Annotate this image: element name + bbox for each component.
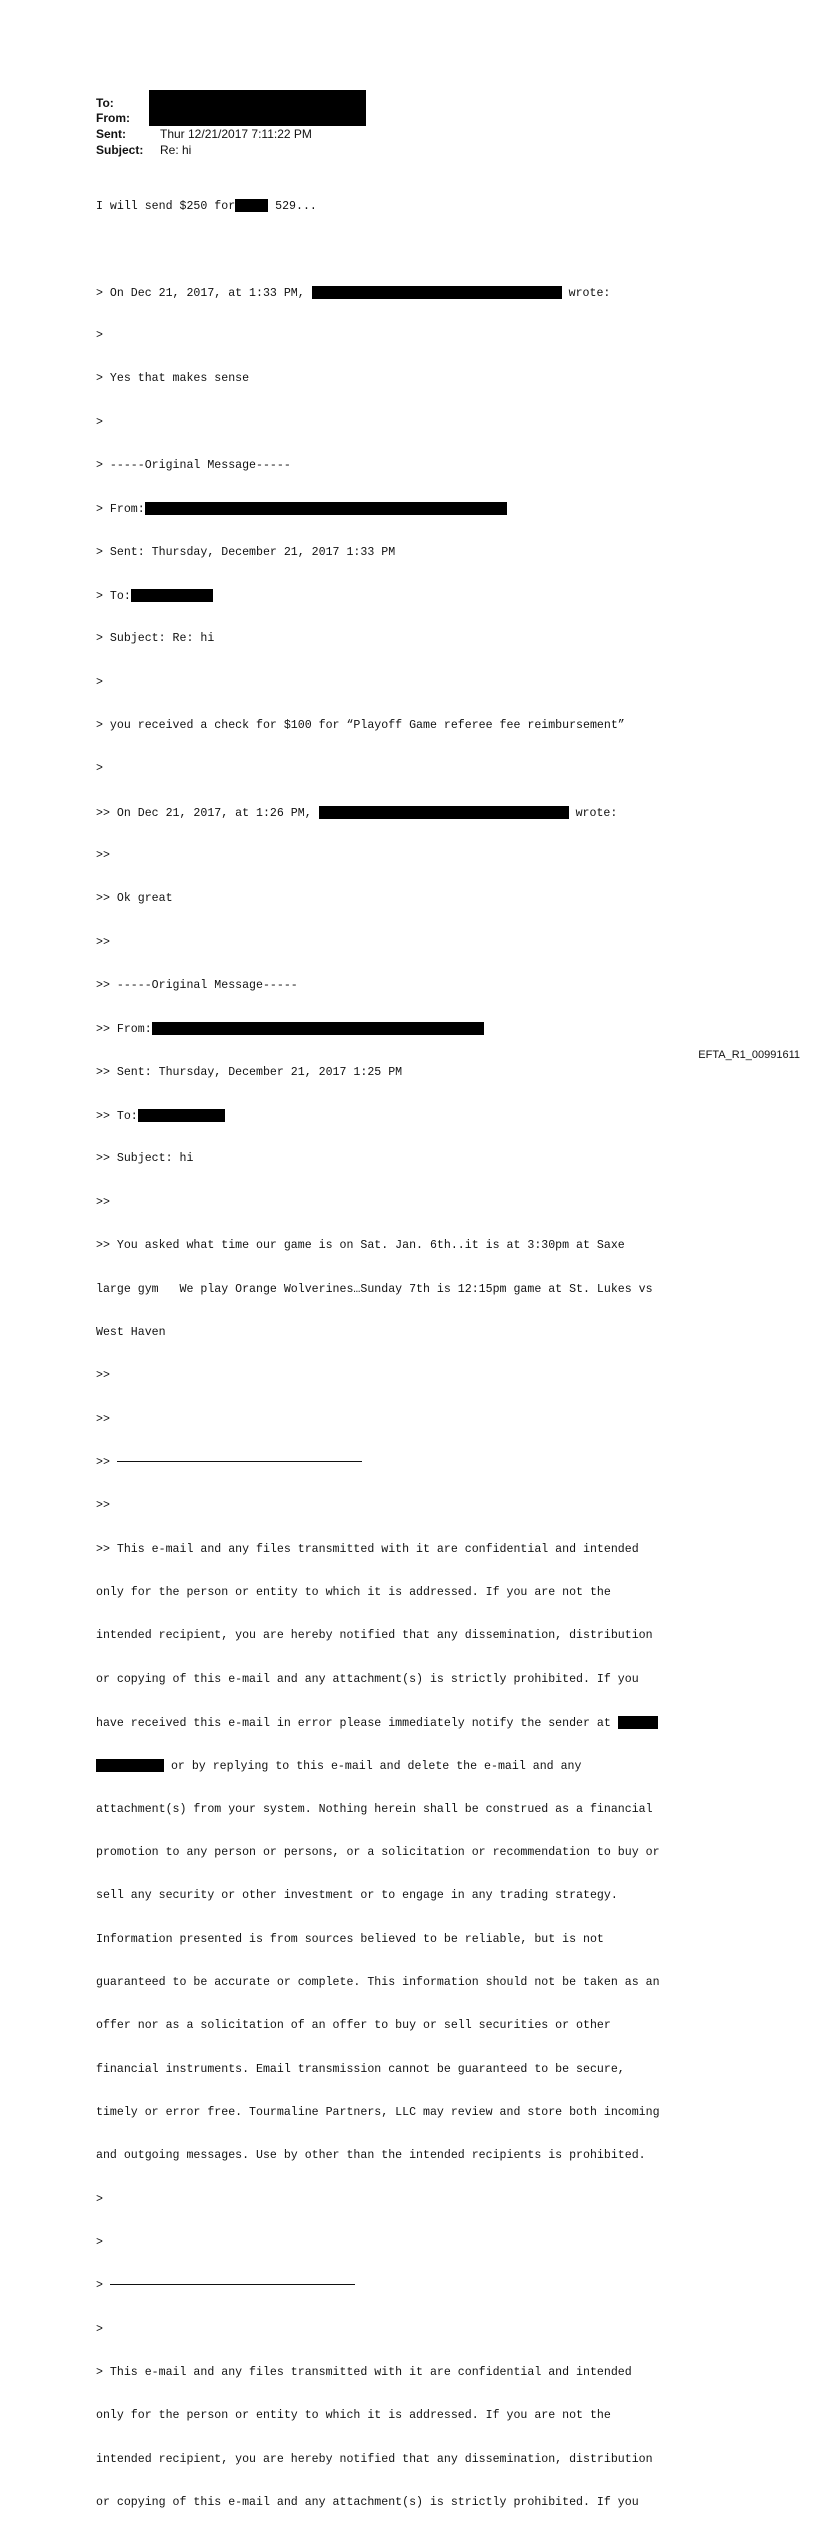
body-text: > xyxy=(96,2279,110,2293)
body-line: large gym We play Orange Wolverines…Sunday 7th is 12:15pm game at St. Lukes vs xyxy=(96,1282,653,1296)
body-line: > you received a check for $100 for “Playoff Game referee fee reimbursement” xyxy=(96,719,625,733)
body-line: guaranteed to be accurate or complete. This information should not be taken as an xyxy=(96,1976,660,1989)
from-label: From: xyxy=(96,111,130,125)
body-line: >> xyxy=(96,1195,110,1209)
body-line: >> Ok great xyxy=(96,892,173,906)
body-line: > Subject: Re: hi xyxy=(96,632,215,646)
sent-label: Sent: xyxy=(96,127,126,141)
body-line xyxy=(96,286,796,300)
body-line: >> xyxy=(96,1412,110,1426)
body-line: and outgoing messages. Use by other than the intended recipients is prohibited. xyxy=(96,2149,646,2163)
body-line: > -----Original Message----- xyxy=(96,458,291,472)
body-text: >> xyxy=(96,1455,117,1469)
body-line: >> xyxy=(96,1499,110,1513)
body-line: > Yes that makes sense xyxy=(96,372,250,386)
redaction-to-from xyxy=(149,90,366,126)
redaction xyxy=(618,1716,658,1729)
body-line xyxy=(96,199,796,213)
sent-value: Thur 12/21/2017 7:11:22 PM xyxy=(160,127,312,141)
subject-value: Re: hi xyxy=(160,143,192,157)
body-line: > Sent: Thursday, December 21, 2017 1:33 PM xyxy=(96,545,396,559)
body-line: > xyxy=(96,2192,103,2206)
body-line xyxy=(96,242,796,256)
body-text: or by replying to this e-mail and delete the e-mail and any xyxy=(164,1760,582,1774)
body-line: only for the person or entity to which it is addressed. If you are not the xyxy=(96,1585,611,1599)
body-line: > xyxy=(96,328,103,342)
body-line: Information presented is from sources believed to be reliable, but is not xyxy=(96,1932,604,1946)
body-line: only for the person or entity to which it is addressed. If you are not the xyxy=(96,2409,611,2423)
body-line: >> This e-mail and any files transmitted with it are confidential and intended xyxy=(96,1542,639,1556)
body-line: > This e-mail and any files transmitted with it are confidential and intended xyxy=(96,2366,632,2380)
body-line xyxy=(96,1022,796,1036)
body-line: > xyxy=(96,762,103,776)
redaction xyxy=(235,199,268,212)
body-line: offer nor as a solicitation of an offer to buy or sell securities or other xyxy=(96,2019,611,2033)
separator-rule xyxy=(110,2284,355,2285)
body-line: > xyxy=(96,2236,103,2250)
body-line: attachment(s) from your system. Nothing herein shall be construed as a financial xyxy=(96,1802,653,1816)
document-id: EFTA_R1_00991611 xyxy=(698,1049,800,1061)
body-line: >> xyxy=(96,1369,110,1383)
body-text: I will send $250 for xyxy=(96,199,236,213)
body-line: or copying of this e-mail and any attachment(s) is strictly prohibited. If you xyxy=(96,1672,639,1686)
redaction xyxy=(145,502,507,515)
body-text: wrote: xyxy=(568,806,618,820)
body-line: >> Subject: hi xyxy=(96,1152,194,1166)
body-line: >> You asked what time our game is on Sat. Jan. 6th..it is at 3:30pm at Saxe xyxy=(96,1239,625,1253)
body-line: >> xyxy=(96,849,110,863)
body-text: 529... xyxy=(268,199,317,213)
redaction xyxy=(131,589,213,602)
body-text: >> From: xyxy=(96,1023,152,1037)
body-line xyxy=(96,806,796,820)
body-text: >> To: xyxy=(96,1110,138,1124)
redaction xyxy=(312,286,562,299)
body-line xyxy=(96,2279,796,2293)
body-line: > xyxy=(96,415,103,429)
body-line xyxy=(96,1109,796,1123)
body-text: >> On Dec 21, 2017, at 1:26 PM, xyxy=(96,806,319,820)
separator-rule xyxy=(117,1461,362,1462)
body-line: > xyxy=(96,675,103,689)
redaction xyxy=(152,1022,484,1035)
body-line: promotion to any person or persons, or a solicitation or recommendation to buy or xyxy=(96,1845,660,1859)
body-text: > To: xyxy=(96,590,131,603)
body-line xyxy=(96,1759,796,1773)
body-text: > On Dec 21, 2017, at 1:33 PM, xyxy=(96,286,312,300)
body-line: intended recipient, you are hereby notified that any dissemination, distribution xyxy=(96,1629,653,1643)
body-line: > xyxy=(96,2322,103,2336)
email-body xyxy=(96,170,796,2539)
body-line: sell any security or other investment or to engage in any trading strategy. xyxy=(96,1889,618,1903)
redaction xyxy=(319,806,569,819)
body-line: >> -----Original Message----- xyxy=(96,979,298,993)
body-line: >> Sent: Thursday, December 21, 2017 1:25 PM xyxy=(96,1065,403,1079)
redaction xyxy=(96,1759,164,1772)
body-line: timely or error free. Tourmaline Partners, LLC may review and store both incoming xyxy=(96,2106,660,2120)
body-line xyxy=(96,1456,796,1470)
body-line xyxy=(96,589,796,603)
body-line: >> xyxy=(96,935,110,949)
body-line xyxy=(96,502,796,516)
body-line: West Haven xyxy=(96,1325,166,1339)
body-line: intended recipient, you are hereby notified that any dissemination, distribution xyxy=(96,2452,653,2466)
body-text: have received this e-mail in error please immediately notify the sender at xyxy=(96,1716,618,1730)
subject-label: Subject: xyxy=(96,143,144,157)
to-label: To: xyxy=(96,96,114,110)
body-line: or copying of this e-mail and any attachment(s) is strictly prohibited. If you xyxy=(96,2496,639,2510)
redaction xyxy=(138,1109,225,1122)
body-text: wrote: xyxy=(561,286,611,300)
body-line xyxy=(96,1716,796,1730)
body-line: financial instruments. Email transmission cannot be guaranteed to be secure, xyxy=(96,2062,625,2076)
body-text: > From: xyxy=(96,503,145,517)
